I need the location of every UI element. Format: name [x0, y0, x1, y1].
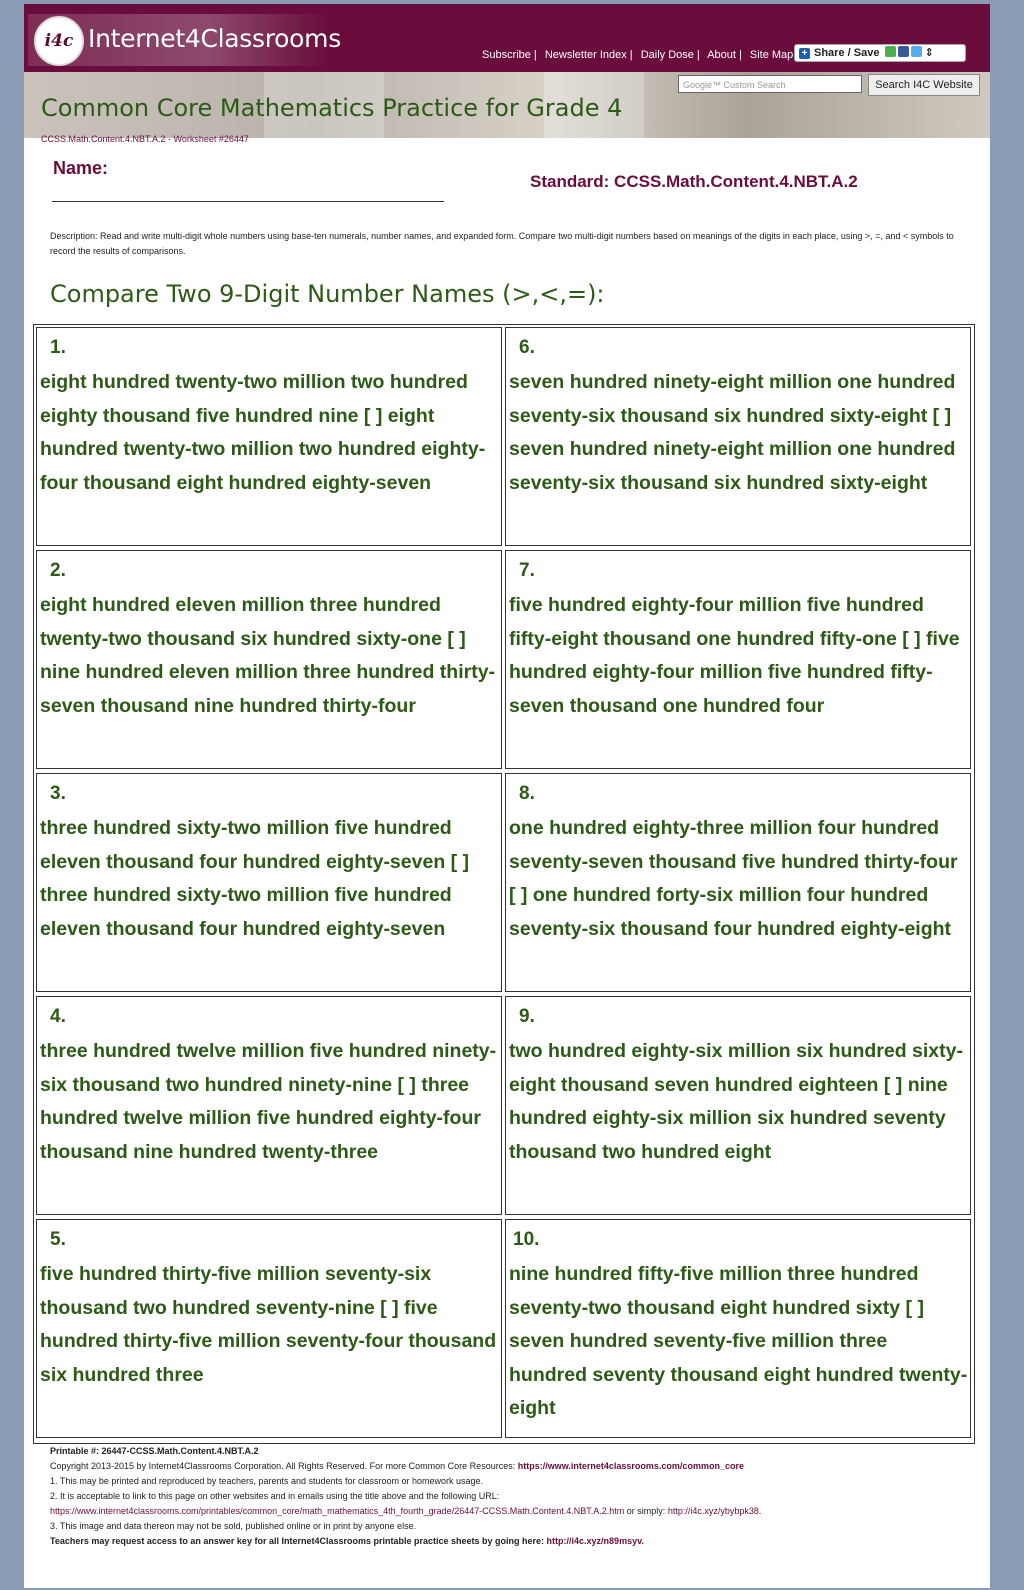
- problem-cell: [36, 773, 502, 992]
- usage-note-1: 1. This may be printed and reproduced by teachers, parents and students for classroom or homework usage.: [50, 1476, 484, 1486]
- problem-number: 1.: [50, 337, 66, 358]
- problem-number: 10.: [513, 1229, 540, 1250]
- problem-number: 7.: [519, 560, 535, 581]
- section-title: Compare Two 9-Digit Number Names (>,<,=):: [50, 280, 605, 308]
- problem-cell: [505, 550, 971, 769]
- problem-cell: [505, 773, 971, 992]
- problem-text: eight hundred eleven million three hundred twenty-two thousand six hundred sixty-one [ ] nine hundred eleven million three hundred thirty-seven thousand nine hundred thirty-four: [40, 594, 496, 717]
- copyright-text: Copyright 2013-2015 by Internet4Classrooms Corporation. All Rights Reserved. For more Common Core Resources:: [50, 1461, 516, 1471]
- problem-cell: [36, 996, 502, 1215]
- nav-newsletter-index[interactable]: Newsletter Index: [544, 49, 627, 61]
- problem-text: five hundred thirty-five million seventy-six thousand two hundred seventy-nine [ ] five hundred thirty-five million seventy-four thousand six hundred three: [40, 1263, 497, 1386]
- problem-cell: [505, 996, 971, 1215]
- answer-key-link[interactable]: http://i4c.xyz/n89msyv.: [546, 1536, 644, 1546]
- share-save-button[interactable]: [794, 44, 966, 62]
- share-plus-icon: +: [799, 48, 810, 59]
- page-url-link[interactable]: https://www.internet4classrooms.com/printables/common_core/math_mathematics_4th_fourth_grade/26447-CCSS.Math.Content.4.NBT.A.2.htm: [50, 1506, 625, 1516]
- problem-text: eight hundred twenty-two million two hundred eighty thousand five hundred nine [ ] eight hundred twenty-two million two hundred eighty-four thousand eight hundred eighty-seven: [40, 371, 486, 494]
- twitter-icon[interactable]: [911, 46, 922, 57]
- share-print-icon[interactable]: [885, 46, 896, 57]
- problem-text: two hundred eighty-six million six hundred sixty-eight thousand seven hundred eighteen [ ] nine hundred eighty-six million six hundred seventy thousand two hundred eight: [509, 1040, 963, 1163]
- problem-cell: [505, 327, 971, 546]
- answer-key-line: [50, 1534, 980, 1549]
- problem-cell: [36, 550, 502, 769]
- problem-number: 3.: [50, 783, 66, 804]
- site-logo[interactable]: [28, 14, 341, 66]
- standard-label: Standard: CCSS.Math.Content.4.NBT.A.2: [530, 172, 858, 191]
- or-simply-text: or simply:: [626, 1506, 666, 1516]
- usage-note-2: 2. It is acceptable to link to this page on other websites and in emails using the title above and the following URL:: [50, 1491, 500, 1501]
- problem-grid: [33, 324, 975, 1444]
- problem-text: three hundred sixty-two million five hundred eleven thousand four hundred eighty-seven [ ] three hundred sixty-two million five hundred eleven thousand four hundred eighty-seven: [40, 817, 470, 940]
- search-input[interactable]: Google™ Custom Search: [678, 75, 862, 93]
- banner: [24, 72, 990, 138]
- worksheet-id: CCSS.Math.Content.4.NBT.A.2 - Worksheet #26447: [41, 134, 249, 144]
- logo-text: Internet4Classrooms: [88, 24, 341, 53]
- url-line: [50, 1504, 980, 1519]
- page-title: Common Core Mathematics Practice for Grade 4: [41, 94, 623, 122]
- problem-text: five hundred eighty-four million five hundred fifty-eight thousand one hundred fifty-one [ ] five hundred eighty-four million five hundred fifty-seven thousand one hundred four: [509, 594, 960, 717]
- usage-note-3: 3. This image and data thereon may not be sold, published online or in print by anyone else.: [50, 1521, 417, 1531]
- problem-cell: [505, 1219, 971, 1438]
- nav-about[interactable]: About: [707, 49, 736, 61]
- common-core-link[interactable]: https://www.internet4classrooms.com/common_core: [517, 1461, 744, 1471]
- problem-number: 8.: [519, 783, 535, 804]
- problem-number: 9.: [519, 1006, 535, 1027]
- short-url-link[interactable]: http://i4c.xyz/ybybpk38.: [667, 1506, 762, 1516]
- share-label: Share / Save: [814, 47, 880, 59]
- problem-number: 2.: [50, 560, 66, 581]
- problem-cell: [36, 327, 502, 546]
- answer-key-text: Teachers may request access to an answer key for all Internet4Classrooms printable practice sheets by going here:: [50, 1536, 545, 1546]
- problem-text: three hundred twelve million five hundred ninety-six thousand two hundred ninety-nine [ ] three hundred twelve million five hundred eighty-four thousand nine hundred twenty-three: [40, 1040, 497, 1163]
- problem-number: 4.: [50, 1006, 66, 1027]
- problem-number: 6.: [519, 337, 535, 358]
- problem-number: 5.: [50, 1229, 66, 1250]
- page: [24, 4, 990, 1588]
- problem-text: seven hundred ninety-eight million one hundred seventy-six thousand six hundred sixty-eight [ ] seven hundred ninety-eight million one hundred seventy-six thousand six hundred sixty-eight: [509, 371, 956, 494]
- share-chevron-icon: ⇕: [924, 47, 934, 59]
- search-button[interactable]: Search I4C Website: [868, 74, 980, 96]
- site-header: [24, 4, 990, 72]
- problem-cell: [36, 1219, 502, 1438]
- printable-number: Printable #: 26447-CCSS.Math.Content.4.NBT.A.2: [50, 1446, 259, 1456]
- top-nav: Subscribe | Newsletter Index | Daily Dose | About | Site Map: [482, 49, 794, 61]
- facebook-icon[interactable]: [898, 46, 909, 57]
- name-label: Name:: [53, 158, 109, 178]
- nav-daily-dose[interactable]: Daily Dose: [640, 49, 694, 61]
- logo-mark: i4c: [34, 16, 84, 66]
- nav-site-map[interactable]: Site Map: [749, 49, 794, 61]
- footer: [50, 1444, 980, 1549]
- copyright-line: [50, 1459, 980, 1474]
- nav-subscribe[interactable]: Subscribe: [482, 49, 531, 61]
- problem-text: nine hundred fifty-five million three hundred seventy-two thousand eight hundred sixty [ ] seven hundred seventy-five million three hundred seventy thousand eight hundred twenty-eight: [509, 1263, 968, 1419]
- problem-text: one hundred eighty-three million four hundred seventy-seven thousand five hundred thirty-four [ ] one hundred forty-six million four hundred seventy-six thousand four hundred eighty-eight: [509, 817, 958, 940]
- description: Description: Read and write multi-digit whole numbers using base-ten numerals, number names, and expanded form. Compare two multi-digit numbers based on meanings of the digits in each place, using >, =, and < symbols to record the results of comparisons.: [50, 231, 954, 256]
- name-line: [52, 201, 444, 202]
